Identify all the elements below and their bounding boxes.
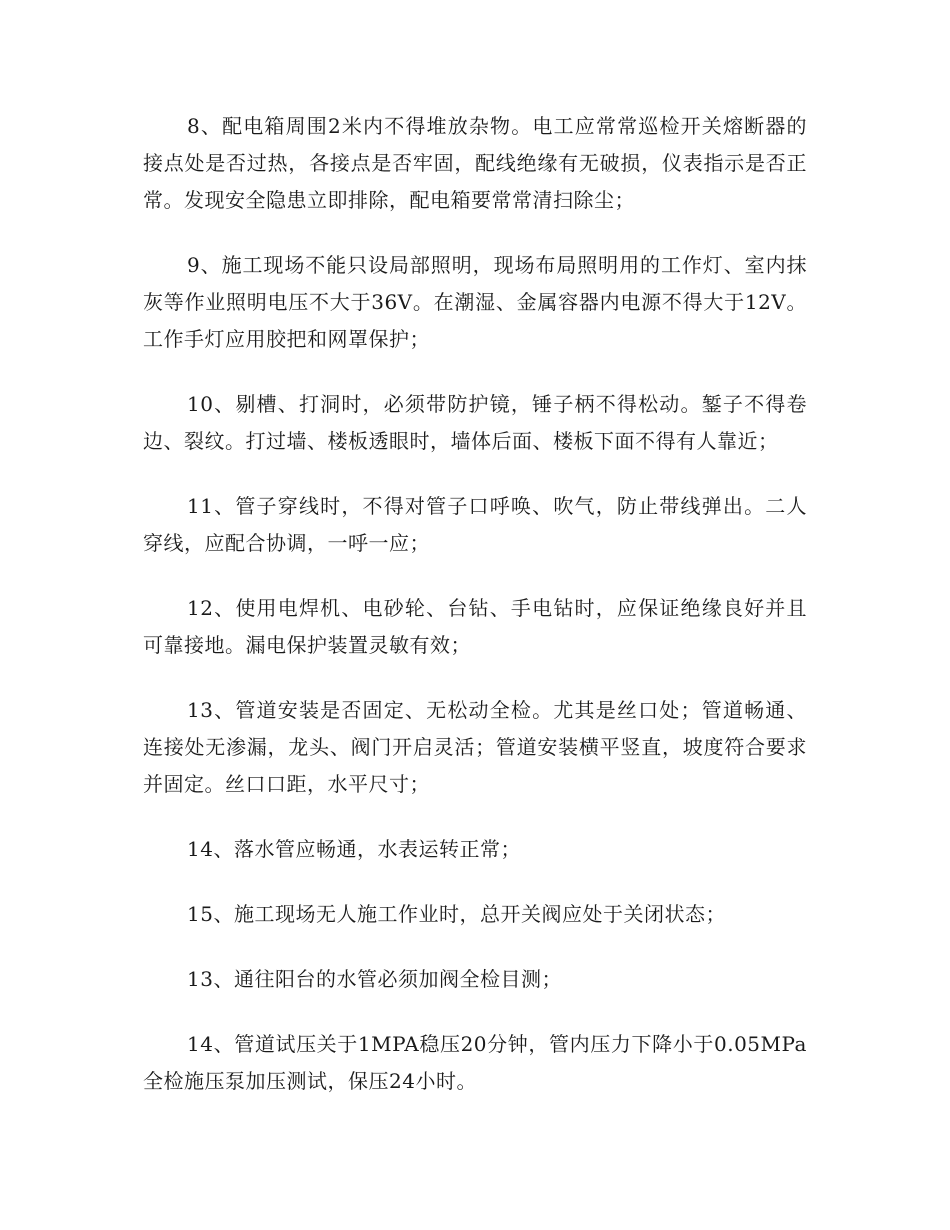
paragraph-item-13b: 13、通往阳台的水管必须加阀全检目测； [187, 967, 562, 991]
paragraph-item-15: 15、施工现场无人施工作业时，总开关阀应处于关闭状态； [187, 902, 726, 926]
paragraph-item-12: 12、使用电焊机、电砂轮、台钻、手电钻时，应保证绝缘良好并且可靠接地。漏电保护装置灵敏有效； [143, 596, 807, 657]
document-body [143, 108, 807, 1128]
paragraph-item-14: 14、落水管应畅通，水表运转正常； [187, 837, 521, 861]
paragraph-item-14b: 14、管道试压关于1MPA稳压20分钟，管内压力下降小于0.05MPa全检施压泵加压测试，保压24小时。 [143, 1032, 807, 1093]
paragraph-item-8: 8、配电箱周围2米内不得堆放杂物。电工应常常巡检开关熔断器的接点处是否过热，各接点是否牢固，配线绝缘有无破损，仪表指示是否正常。发现安全隐患立即排除，配电箱要常常清扫除尘； [143, 114, 807, 212]
paragraph-item-9: 9、施工现场不能只设局部照明，现场布局照明用的工作灯、室内抹灰等作业照明电压不大于36V。在潮湿、金属容器内电源不得大于12V。工作手灯应用胶把和网罩保护； [143, 253, 807, 351]
paragraph-item-13: 13、管道安装是否固定、无松动全检。尤其是丝口处；管道畅通、连接处无渗漏，龙头、阀门开启灵活；管道安装横平竖直，坡度符合要求并固定。丝口口距，水平尺寸； [143, 698, 807, 796]
paragraph-item-11: 11、管子穿线时，不得对管子口呼唤、吹气，防止带线弹出。二人穿线，应配合协调，一呼一应； [143, 494, 807, 555]
paragraph-item-10: 10、剔槽、打洞时，必须带防护镜，锤子柄不得松动。錾子不得卷边、裂纹。打过墙、楼板透眼时，墙体后面、楼板下面不得有人靠近； [143, 392, 807, 453]
